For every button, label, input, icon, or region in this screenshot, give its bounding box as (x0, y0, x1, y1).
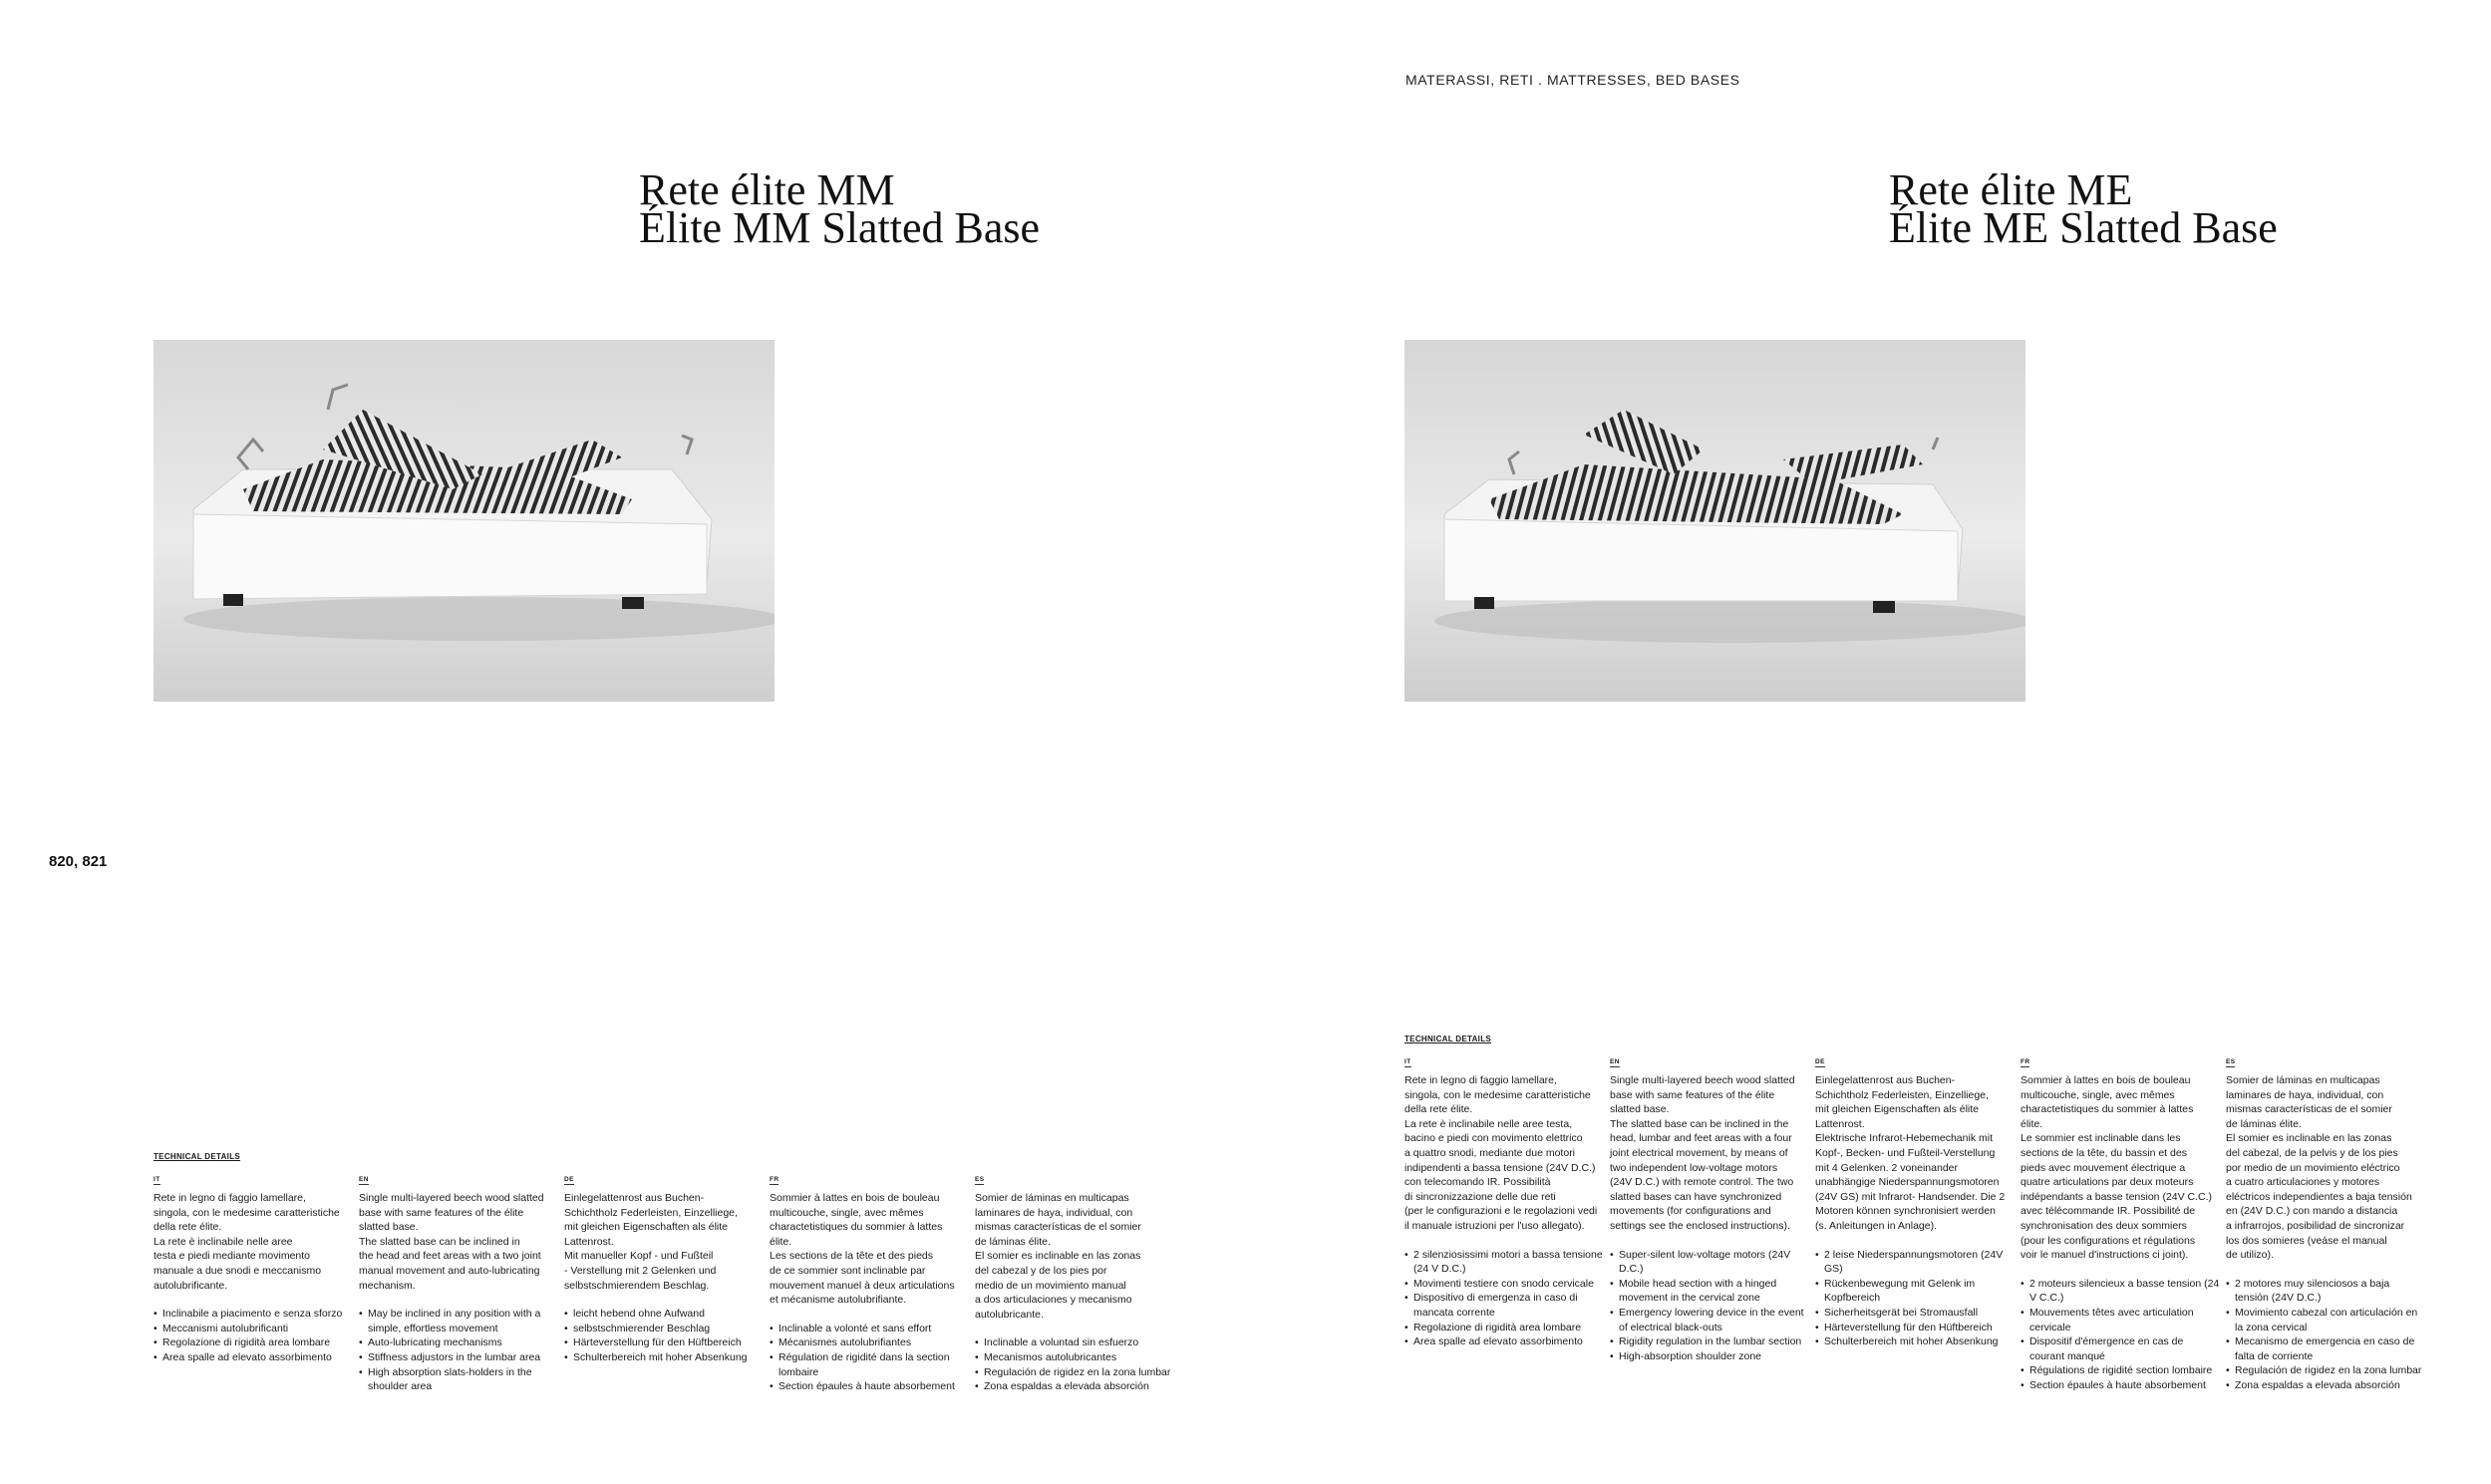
feature-item: • Emergency lowering device in the event of electrical black-outs (1610, 1306, 1809, 1335)
feature-item: • Movimenti testiere con snodo cervicale (1404, 1277, 1604, 1292)
column-es (975, 1168, 1174, 1394)
lang-label: ES (2226, 1058, 2236, 1065)
feature-list (564, 1307, 764, 1364)
right-page (1246, 0, 2491, 1484)
feature-item: • Härteverstellung für den Hüftbereich (564, 1336, 764, 1350)
feature-item: • Zona espaldas a elevada absorción (975, 1379, 1174, 1394)
title-line-en: Élite ME Slatted Base (1889, 203, 2278, 252)
lang-label: EN (359, 1176, 369, 1183)
feature-item: • Dispositif d'émergence en cas de courant manqué (2021, 1335, 2220, 1363)
feature-item: • 2 motores muy silenciosos a baja tensión (24V D.C.) (2226, 1277, 2425, 1306)
feature-item: • Mecanismo de emergencia en caso de falta de corriente (2226, 1335, 2425, 1363)
feature-item: • Section épaules à haute absorbement (2021, 1378, 2220, 1393)
feature-list (1610, 1248, 1809, 1364)
feature-item: • Härteverstellung für den Hüftbereich (1815, 1321, 2015, 1336)
technical-details-me (1404, 1035, 2431, 1392)
description: Einlegelattenrost aus Buchen- Schichtholz Federleisten, Einzelliege, mit gleichen Eigenschaften als élite Lattenrost. Elektrische Infrarot-Hebemechanik mit Kopf-, Becken- und Fußteil-Verstellung mit 4 Gelenken. 2 voneinander unabhängige Niederspannungsmotoren (24V GS) mit Infrarot- Handsender. Die 2 Motoren können synchronisiert werden (s. Anleitungen in Anlage). (1815, 1074, 2006, 1232)
column-es (2226, 1050, 2425, 1392)
technical-details-title: TECHNICAL DETAILS (1404, 1035, 1492, 1043)
feature-item: • Area spalle ad elevato assorbimento (154, 1350, 353, 1365)
product-photo-me (1404, 340, 2025, 702)
description: Rete in legno di faggio lamellare, singola, con le medesime caratteristiche della rete élite. La rete è inclinabile nelle aree testa e piedi mediante movimento manuale a due snodi e meccanismo autolubrificante. (154, 1192, 340, 1292)
feature-item: • Mécanismes autolubrifiantes (770, 1336, 969, 1350)
feature-item: • Section épaules à haute absorbement (770, 1379, 969, 1394)
description: Sommier à lattes en bois de bouleau multicouche, single, avec mêmes charactetistiques du sommier à lattes élite. Les sections de la tête et des pieds de ce sommier sont inclinable par mouvement manuel à deux articulations et mécanisme autolubrifiante. (770, 1192, 955, 1307)
lang-label: IT (154, 1176, 160, 1183)
description: Single multi-layered beech wood slatted base with same features of the élite slatted base. The slatted base can be inclined in the head, lumbar and feet areas with a four joint electrical movement, by means of two independent low-voltage motors (24V D.C.) with remote control. The two slatted bases can have synchronized movements (for configurations and settings see the enclosed instructions). (1610, 1074, 1795, 1232)
feature-list (1404, 1248, 1604, 1349)
bed-base-mm-image (154, 340, 775, 702)
description: Somier de láminas en multicapas laminares de haya, individual, con mismas características de el somier de láminas élite. El somier es inclinable en las zonas del cabezal y de los pies por medio de un movimiento manual a dos articulaciones y mecanismo autolubricante. (975, 1192, 1141, 1321)
feature-item: • Mobile head section with a hinged movement in the cervical zone (1610, 1277, 1809, 1306)
feature-item: • Rückenbewegung mit Gelenk im Kopfbereich (1815, 1277, 2015, 1306)
column-fr (770, 1168, 969, 1394)
feature-list (2226, 1277, 2425, 1393)
feature-item: • Schulterbereich mit hoher Absenkung (564, 1350, 764, 1365)
feature-item: • Zona espaldas a elevada absorción (2226, 1378, 2425, 1393)
lang-label: DE (1815, 1058, 1825, 1065)
column-it (154, 1168, 353, 1394)
description: Einlegelattenrost aus Buchen- Schichtholz Federleisten, Einzelliege, mit gleichen Eigenschaften als élite Lattenrost. Mit manueller Kopf - und Fußteil - Verstellung mit 2 Gelenken und selbstschmierendem Beschlag. (564, 1192, 738, 1292)
column-de (1815, 1050, 2015, 1392)
feature-item: • Inclinable a voluntad sin esfuerzo (975, 1336, 1174, 1350)
feature-item: • Stiffness adjustors in the lumbar area (359, 1350, 558, 1365)
lang-label: ES (975, 1176, 985, 1183)
column-it (1404, 1050, 1604, 1392)
left-page (0, 0, 1245, 1484)
feature-list (770, 1322, 969, 1394)
feature-item: • 2 leise Niederspannungsmotoren (24V GS) (1815, 1248, 2015, 1277)
title-line-it: Rete élite ME (1889, 165, 2133, 214)
feature-item: • Sicherheitsgerät bei Stromausfall (1815, 1306, 2015, 1321)
lang-label: FR (770, 1176, 779, 1183)
description: Somier de láminas en multicapas laminares de haya, individual, con mismas características de el somier de láminas élite. El somier es inclinable en las zonas del cabezal, de la pelvis y de los pies por medio de un movimiento eléctrico a cuatro articulaciones y motores eléctricos independientes a baja tensión en (24V D.C.) con mando a distancia a infrarrojos, posibilidad de sincronizar los dos somieres (veáse el manual de utilizo). (2226, 1074, 2412, 1262)
feature-item: • Mouvements têtes avec articulation cervicale (2021, 1306, 2220, 1335)
feature-item: • Movimiento cabezal con articulación en la zona cervical (2226, 1306, 2425, 1335)
title-line-it: Rete élite MM (639, 165, 895, 214)
feature-item: • Super-silent low-voltage motors (24V D.C.) (1610, 1248, 1809, 1277)
feature-list (2021, 1277, 2220, 1393)
feature-item: • Régulations de rigidité section lombaire (2021, 1363, 2220, 1378)
column-fr (2021, 1050, 2220, 1392)
feature-item: • Mecanismos autolubricantes (975, 1350, 1174, 1365)
feature-list (359, 1307, 558, 1394)
column-en (1610, 1050, 1809, 1392)
description: Sommier à lattes en bois de bouleau multicouche, single, avec mêmes charactetistiques du sommier à lattes élite. Le sommier est inclinable dans les sections de la tête, du bassin et des pieds avec mouvement électrique a quatre articulations par deux moteurs indépendants a basse tension (24V C.C.) avec télécommande IR. Possibilité de synchronisation des deux sommiers (pour les configurations et régulations voir le manuel d'instructions ci joint). (2021, 1074, 2213, 1262)
feature-item: • High absorption slats-holders in the shoulder area (359, 1365, 558, 1394)
feature-item: • Regulación de rigidez en la zona lumbar (975, 1365, 1174, 1380)
feature-item: • Regolazione di rigidità area lombare (154, 1336, 353, 1350)
technical-details-mm (154, 1152, 1180, 1394)
lang-label: IT (1404, 1058, 1411, 1065)
description: Rete in legno di faggio lamellare, singola, con le medesime caratteristiche della rete élite. La rete è inclinabile nelle aree testa, bacino e piedi con movimento elettrico a quattro snodi, mediante due motori indipendenti a bassa tensione (24V D.C.) con telecomando IR. Possibilità di sincronizzazione delle due reti (per le configurazioni e le regolazioni vedi il manuale istruzioni per l'uso allegato). (1404, 1074, 1598, 1232)
feature-item: • Dispositivo di emergenza in caso di mancata corrente (1404, 1291, 1604, 1320)
feature-item: • May be inclined in any position with a simple, effortless movement (359, 1307, 558, 1336)
feature-item: • High-absorption shoulder zone (1610, 1349, 1809, 1364)
bed-base-me-image (1404, 340, 2025, 702)
feature-item: • selbstschmierender Beschlag (564, 1322, 764, 1336)
feature-item: • Meccanismi autolubrificanti (154, 1322, 353, 1336)
feature-item: • 2 moteurs silencieux a basse tension (24 V C.C.) (2021, 1277, 2220, 1306)
feature-item: • Inclinabile a piacimento e senza sforzo (154, 1307, 353, 1322)
technical-details-title: TECHNICAL DETAILS (154, 1152, 241, 1161)
product-title-mm (639, 165, 1041, 252)
lang-label: DE (564, 1176, 574, 1183)
product-photo-mm (154, 340, 775, 702)
product-title-me (1889, 165, 2278, 252)
feature-item: • Inclinable a volonté et sans effort (770, 1322, 969, 1336)
feature-item: • Regulación de rigidez en la zona lumbar (2226, 1363, 2425, 1378)
feature-item: • Regolazione di rigidità area lombare (1404, 1321, 1604, 1336)
feature-item: • Auto-lubricating mechanisms (359, 1336, 558, 1350)
page-number: 820, 821 (49, 853, 108, 870)
feature-list (154, 1307, 353, 1364)
feature-item: • Area spalle ad elevato assorbimento (1404, 1335, 1604, 1349)
feature-item: • 2 silenziosissimi motori a bassa tensione (24 V D.C.) (1404, 1248, 1604, 1277)
feature-list (1815, 1248, 2015, 1349)
title-line-en: Élite MM Slatted Base (639, 203, 1041, 252)
feature-item: • Rigidity regulation in the lumbar section (1610, 1335, 1809, 1349)
lang-label: EN (1610, 1058, 1620, 1065)
column-de (564, 1168, 764, 1394)
feature-list (975, 1336, 1174, 1393)
column-en (359, 1168, 558, 1394)
feature-item: • leicht hebend ohne Aufwand (564, 1307, 764, 1322)
feature-item: • Schulterbereich mit hoher Absenkung (1815, 1335, 2015, 1349)
feature-item: • Régulation de rigidité dans la section lombaire (770, 1350, 969, 1379)
section-header: MATERASSI, RETI . MATTRESSES, BED BASES (1405, 72, 1740, 88)
description: Single multi-layered beech wood slatted base with same features of the élite slatted base. The slatted base can be inclined in the head and feet areas with a two joint manual movement and auto-lubricating mechanism. (359, 1192, 544, 1292)
lang-label: FR (2021, 1058, 2030, 1065)
